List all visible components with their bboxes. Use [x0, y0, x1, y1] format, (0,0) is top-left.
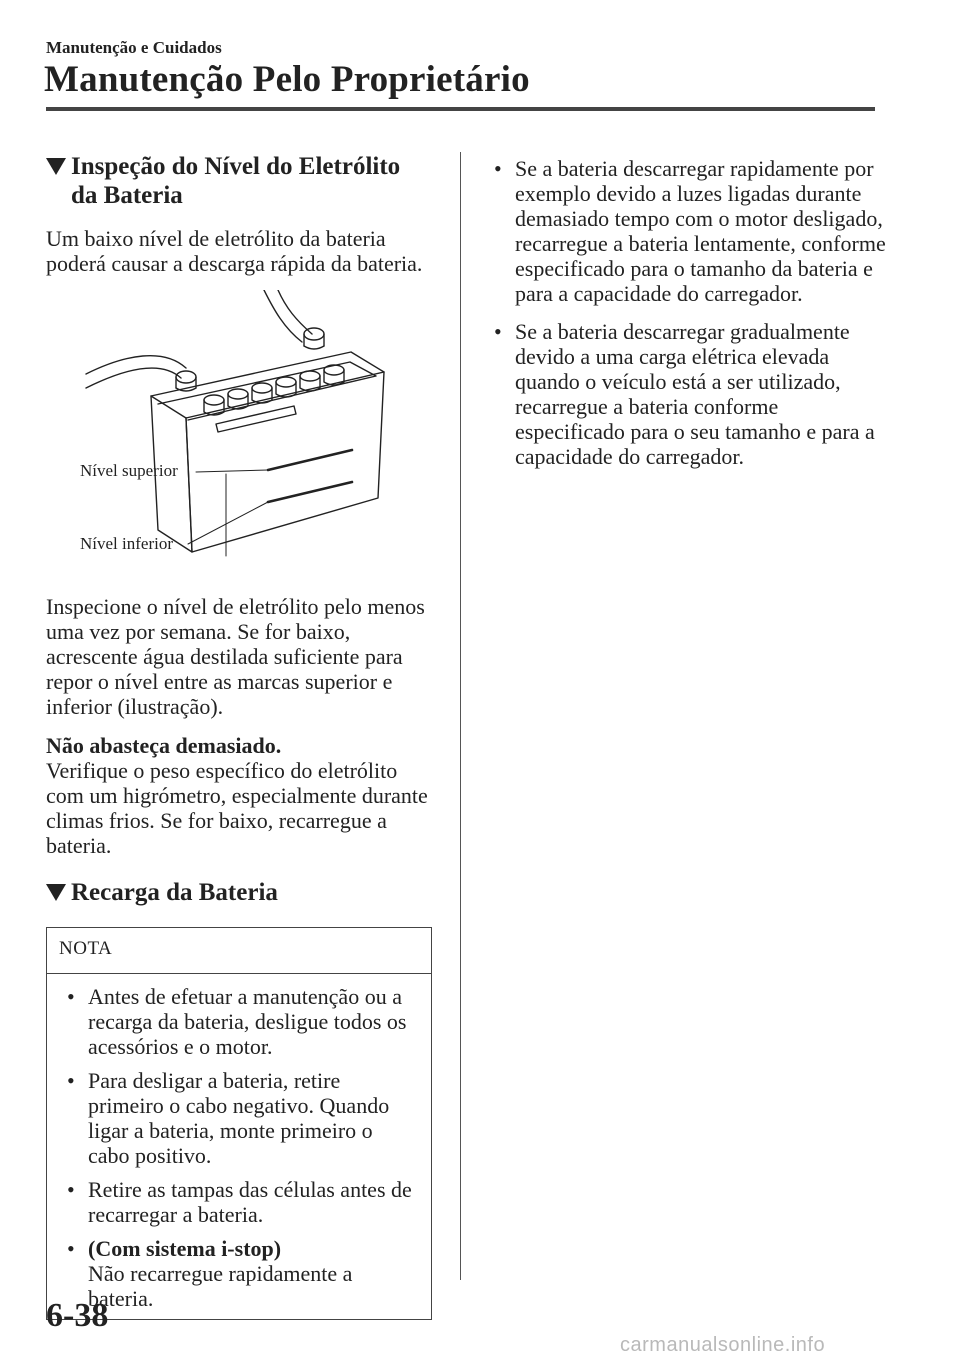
list-item: • Se a bateria descarregar rapidamente por exemplo devido a luzes ligadas durante demasiado tempo com o motor desligado, recarregue a bateria lentamente, conforme especificado para o tamanho da bateria e para a capacidade do carregador. [494, 156, 886, 306]
page-title: Manutenção Pelo Proprietário [44, 59, 530, 100]
recharge-list [486, 156, 886, 469]
right-column [486, 156, 886, 478]
heading-electrolyte-inspection [46, 152, 438, 210]
label-lower-level: Nível inferior [80, 534, 173, 553]
triangle-down-icon [46, 884, 66, 901]
hydrometer-paragraph: Verifique o peso específico do eletrólito com um higrómetro, especialmente durante climas frios. Se for baixo, recarregue a bateria. [46, 758, 428, 858]
section-label: Manutenção e Cuidados [46, 38, 222, 57]
note-box [46, 927, 432, 1320]
note-title: NOTA [47, 928, 431, 974]
list-item: • Antes de efetuar a manutenção ou a recarga da bateria, desligue todos os acessórios e o motor. [67, 984, 407, 1059]
bullet-icon: • [67, 984, 75, 1009]
title-divider [46, 107, 875, 111]
heading-line-2: da Bateria [71, 182, 183, 209]
heading-line-1: Inspeção do Nível do Eletrólito [71, 153, 401, 180]
list-item: • Se a bateria descarregar gradualmente devido a uma carga elétrica elevada quando o veículo está a ser utilizado, recarregue a bateria conforme especificado para o seu tamanho e para a capacidade do carregador. [494, 319, 875, 469]
heading-battery-recharge [46, 878, 438, 907]
intro-paragraph: Um baixo nível de eletrólito da bateria poderá causar a descarga rápida da bateria. [46, 226, 423, 276]
bullet-icon: • [67, 1177, 75, 1202]
istop-text: Não recarregue rapidamente a bateria. [88, 1261, 353, 1311]
overfill-warning: Não abasteça demasiado. [46, 733, 282, 758]
bullet-icon: • [67, 1236, 75, 1261]
battery-illustration [46, 290, 438, 580]
istop-label: (Com sistema i-stop) [88, 1236, 282, 1261]
bullet-icon: • [494, 319, 502, 344]
list-item: • Para desligar a bateria, retire primeiro o cabo negativo. Quando ligar a bateria, monte primeiro o cabo positivo. [67, 1068, 390, 1168]
watermark: carmanualsonline.info [620, 1334, 826, 1356]
left-column [46, 152, 438, 1320]
bullet-icon: • [67, 1068, 75, 1093]
page-number: 6-38 [46, 1297, 109, 1334]
bullet-icon: • [494, 156, 502, 181]
inspect-paragraph: Inspecione o nível de eletrólito pelo menos uma vez por semana. Se for baixo, acrescente água destilada suficiente para repor o nível entre as marcas superior e inferior (ilustração). [46, 594, 425, 719]
list-item [59, 1236, 419, 1311]
list-item: • Retire as tampas das células antes de recarregar a bateria. [67, 1177, 412, 1227]
triangle-down-icon [46, 158, 66, 175]
column-divider [460, 152, 461, 1280]
label-upper-level: Nível superior [80, 461, 178, 480]
note-list [59, 984, 419, 1311]
heading-text: Recarga da Bateria [71, 879, 278, 906]
